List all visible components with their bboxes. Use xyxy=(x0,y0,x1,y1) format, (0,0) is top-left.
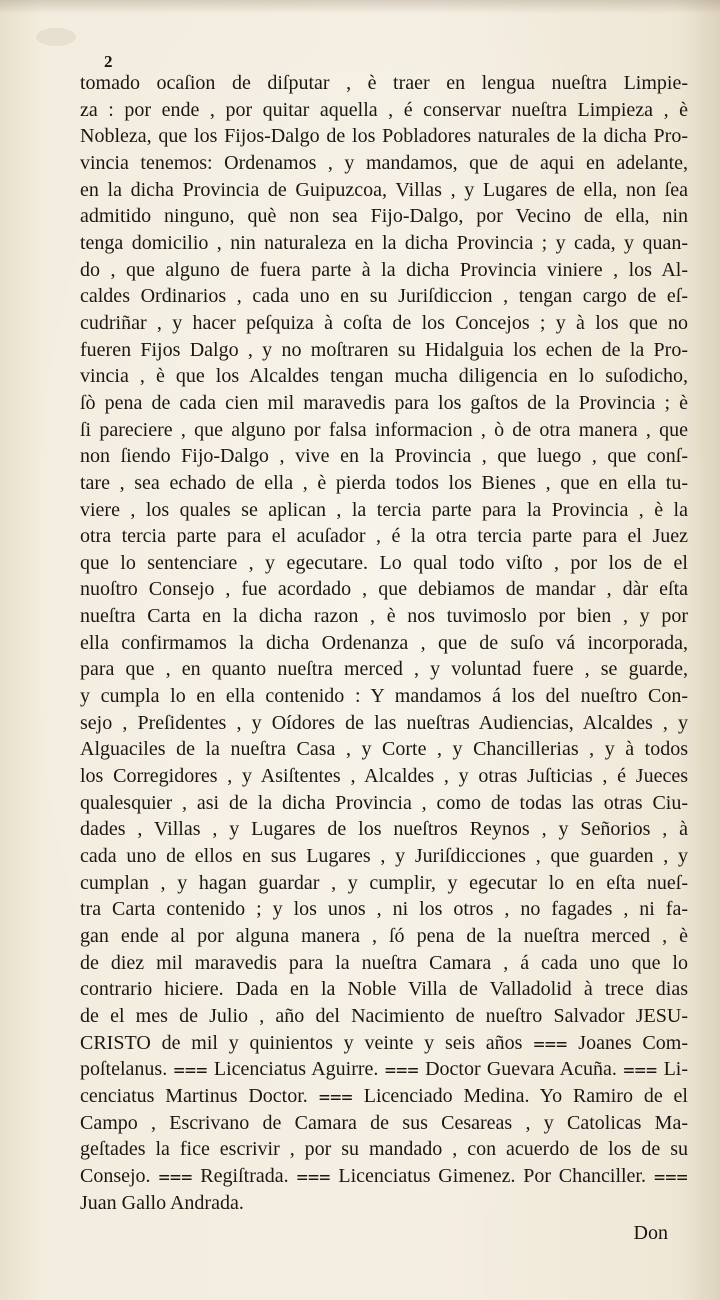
text-line: tenga domicilio , nin naturaleza en la dicha Provincia ; y cada, y quan- xyxy=(80,231,688,254)
text-line: que lo sentenciare , y egecutare. Lo qual todo viſto , por los de el xyxy=(80,551,688,574)
page-top-shadow xyxy=(0,0,720,14)
text-line: vincia tenemos: Ordenamos , y mandamos, que de aqui en adelante, xyxy=(80,151,688,174)
text-line: sejo , Preſidentes , y Oídores de las nueſtras Audiencias, Alcaldes , y xyxy=(80,711,688,734)
paper-stain xyxy=(36,28,76,46)
text-line: Alguaciles de la nueſtra Casa , y Corte , y Chancillerias , y à todos xyxy=(80,738,688,761)
text-line: za : por ende , por quitar aquella , é conservar nueſtra Limpieza , è xyxy=(80,98,688,121)
text-line: nueſtra Carta en la dicha razon , è nos tuvimoslo por bien , y por xyxy=(80,605,688,628)
text-line: de diez mil maravedis para la nueſtra Camara , á cada uno que lo xyxy=(80,951,688,974)
page-number: 2 xyxy=(104,52,113,71)
text-line: gan ende al por alguna manera , ſó pena de la nueſtra merced , è xyxy=(80,925,688,947)
text-line: ſi pareciere , que alguno por falsa informacion , ò de otra manera , que xyxy=(80,418,688,441)
text-line: ſò pena de cada cien mil maravedis para los gaſtos de la Provincia ; è xyxy=(80,391,688,414)
text-line: fueren Fijos Dalgo , y no moſtraren su Hidalguia los echen de la Pro- xyxy=(80,338,688,361)
text-line: tra Carta contenido ; y los unos , ni los otros , no fagades , ni fa- xyxy=(80,898,688,921)
catchword: Don xyxy=(633,1222,668,1244)
text-line: nuoſtro Consejo , fue acordado , que debiamos de mandar , dàr eſta xyxy=(80,578,688,601)
text-line: qualesquier , asi de la dicha Provincia , como de todas las otras Ciu- xyxy=(80,791,688,814)
text-line: para que , en quanto nueſtra merced , y voluntad fuere , se guarde, xyxy=(80,658,688,681)
text-line: tare , sea echado de ella , è pierda todos los Bienes , que en ella tu- xyxy=(80,471,688,494)
text-line: non ſiendo Fijo-Dalgo , vive en la Provincia , que luego , que conſ- xyxy=(80,445,688,468)
text-line: cumplan , y hagan guardar , y cumplir, y egecutar lo en eſta nueſ- xyxy=(80,871,688,894)
text-line: geſtades la fice escrivir , por su mandado , con acuerdo de los de su xyxy=(80,1138,688,1161)
text-line: Consejo. ⩶ Regiſtrada. ⩶ Licenciatus Gimenez. Por Chanciller. ⩶ xyxy=(80,1164,688,1187)
text-line: viere , los quales se aplican , la tercia parte para la Provincia , è la xyxy=(80,498,688,521)
text-line: ella confirmamos la dicha Ordenanza , que de suſo vá incorporada, xyxy=(80,631,688,654)
text-line: poſtelanus. ⩶ Licenciatus Aguirre. ⩶ Doctor Guevara Acuña. ⩶ Li- xyxy=(80,1058,688,1081)
text-line: tomado ocaſion de diſputar , è traer en lengua nueſtra Limpie- xyxy=(80,72,688,94)
text-line: en la dicha Provincia de Guipuzcoa, Villas , y Lugares de ella, non ſea xyxy=(80,178,688,201)
text-line: Juan Gallo Andrada. xyxy=(80,1191,244,1214)
text-line: Campo , Escrivano de Camara de sus Cesareas , y Catolicas Ma- xyxy=(80,1111,688,1134)
text-line: cada uno de ellos en sus Lugares , y Juriſdicciones , que guarden , y xyxy=(80,845,688,868)
text-line: y cumpla lo en ella contenido : Y mandamos á los del nueſtro Con- xyxy=(80,685,688,708)
text-line: CRISTO de mil y quinientos y veinte y seis años ⩶ Joanes Com- xyxy=(80,1031,688,1054)
text-line: otra tercia parte para el acuſador , é la otra tercia parte para el Juez xyxy=(80,525,688,548)
text-line: vincia , è que los Alcaldes tengan mucha diligencia en lo suſodicho, xyxy=(80,365,688,388)
text-line: Nobleza, que los Fijos-Dalgo de los Pobladores naturales de la dicha Pro- xyxy=(80,125,688,148)
text-line: contrario hiciere. Dada en la Noble Villa de Valladolid à trece dias xyxy=(80,978,688,1001)
text-line: cenciatus Martinus Doctor. ⩶ Licenciado Medina. Yo Ramiro de el xyxy=(80,1084,688,1107)
text-line: cudriñar , y hacer peſquiza à coſta de los Concejos ; y à los que no xyxy=(80,311,688,334)
text-line: los Corregidores , y Asiſtentes , Alcaldes , y otras Juſticias , é Jueces xyxy=(80,765,688,788)
text-line: dades , Villas , y Lugares de los nueſtros Reynos , y Señorios , à xyxy=(80,818,688,841)
text-line: caldes Ordinarios , cada uno en su Juriſdiccion , tengan cargo de eſ- xyxy=(80,285,688,308)
body-text xyxy=(80,70,688,1216)
text-line: do , que alguno de fuera parte à la dicha Provincia viniere , los Al- xyxy=(80,258,688,281)
text-line: de el mes de Julio , año del Nacimiento de nueſtro Salvador JESU- xyxy=(80,1004,688,1027)
text-line: admitido ninguno, què non sea Fijo-Dalgo, por Vecino de ella, nin xyxy=(80,205,688,228)
